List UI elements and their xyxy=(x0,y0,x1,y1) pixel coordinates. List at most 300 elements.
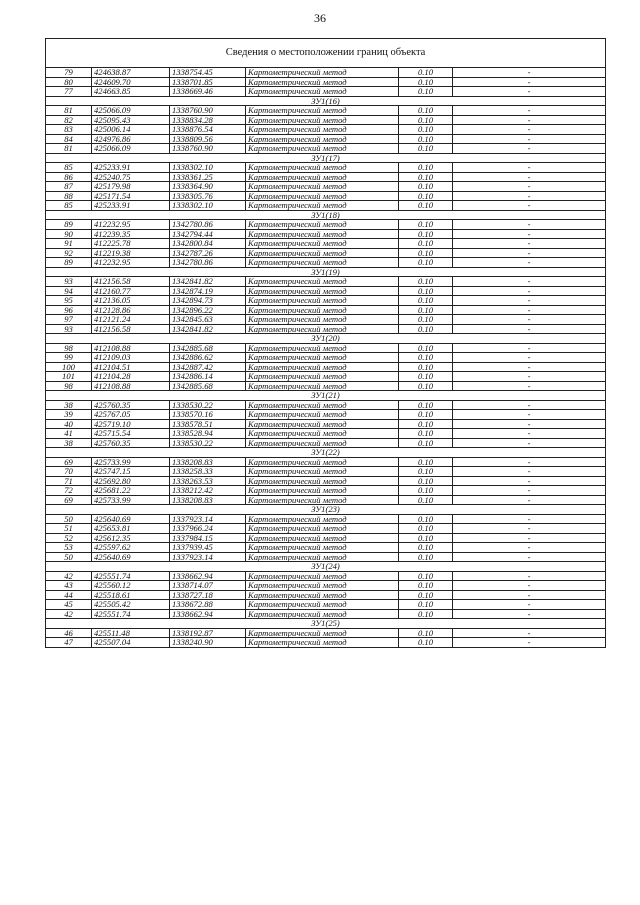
method-cell: Картометрический метод xyxy=(246,106,399,116)
y-coordinate-cell: 1338305.76 xyxy=(170,191,246,201)
note-cell: - xyxy=(453,172,606,182)
note-cell: - xyxy=(453,609,606,619)
x-coordinate-cell: 425551.74 xyxy=(92,571,170,581)
table-row xyxy=(46,239,606,249)
y-coordinate-cell: 1338669.46 xyxy=(170,87,246,97)
table-row xyxy=(46,315,606,325)
x-coordinate-cell: 412136.05 xyxy=(92,296,170,306)
point-number-cell: 89 xyxy=(46,220,92,230)
y-coordinate-cell: 1342886.14 xyxy=(170,372,246,382)
note-cell: - xyxy=(453,486,606,496)
table-row xyxy=(46,182,606,192)
point-number-cell: 41 xyxy=(46,429,92,439)
point-number-cell: 97 xyxy=(46,315,92,325)
note-cell: - xyxy=(453,381,606,391)
point-number-cell: 40 xyxy=(46,419,92,429)
method-cell: Картометрический метод xyxy=(246,381,399,391)
table-row xyxy=(46,220,606,230)
section-header-row xyxy=(46,448,606,458)
precision-cell: 0.10 xyxy=(399,514,453,524)
x-coordinate-cell: 412232.95 xyxy=(92,258,170,268)
x-coordinate-cell: 425511.48 xyxy=(92,628,170,638)
note-cell: - xyxy=(453,600,606,610)
point-number-cell: 45 xyxy=(46,600,92,610)
method-cell: Картометрический метод xyxy=(246,429,399,439)
table-row xyxy=(46,353,606,363)
x-coordinate-cell: 412156.58 xyxy=(92,324,170,334)
point-number-cell: 92 xyxy=(46,248,92,258)
method-cell: Картометрический метод xyxy=(246,68,399,78)
y-coordinate-cell: 1342894.73 xyxy=(170,296,246,306)
section-label: ЗУ1(16) xyxy=(46,96,606,106)
section-header-row xyxy=(46,619,606,629)
method-cell: Картометрический метод xyxy=(246,324,399,334)
table-title: Сведения о местоположении границ объекта xyxy=(46,39,606,68)
point-number-cell: 69 xyxy=(46,457,92,467)
table-row xyxy=(46,419,606,429)
x-coordinate-cell: 425747.15 xyxy=(92,467,170,477)
section-label: ЗУ1(25) xyxy=(46,619,606,629)
table-row xyxy=(46,125,606,135)
method-cell: Картометрический метод xyxy=(246,163,399,173)
y-coordinate-cell: 1342885.68 xyxy=(170,343,246,353)
y-coordinate-cell: 1338258.33 xyxy=(170,467,246,477)
method-cell: Картометрический метод xyxy=(246,628,399,638)
x-coordinate-cell: 412104.28 xyxy=(92,372,170,382)
point-number-cell: 52 xyxy=(46,533,92,543)
point-number-cell: 95 xyxy=(46,296,92,306)
note-cell: - xyxy=(453,277,606,287)
table-row xyxy=(46,163,606,173)
note-cell: - xyxy=(453,68,606,78)
method-cell: Картометрический метод xyxy=(246,533,399,543)
x-coordinate-cell: 412108.88 xyxy=(92,381,170,391)
x-coordinate-cell: 425551.74 xyxy=(92,609,170,619)
precision-cell: 0.10 xyxy=(399,258,453,268)
y-coordinate-cell: 1338240.90 xyxy=(170,638,246,648)
note-cell: - xyxy=(453,106,606,116)
method-cell: Картометрический метод xyxy=(246,571,399,581)
point-number-cell: 101 xyxy=(46,372,92,382)
table-row xyxy=(46,362,606,372)
method-cell: Картометрический метод xyxy=(246,552,399,562)
precision-cell: 0.10 xyxy=(399,581,453,591)
note-cell: - xyxy=(453,258,606,268)
precision-cell: 0.10 xyxy=(399,590,453,600)
x-coordinate-cell: 425507.04 xyxy=(92,638,170,648)
y-coordinate-cell: 1338364.90 xyxy=(170,182,246,192)
note-cell: - xyxy=(453,476,606,486)
section-label: ЗУ1(21) xyxy=(46,391,606,401)
table-row xyxy=(46,305,606,315)
note-cell: - xyxy=(453,239,606,249)
precision-cell: 0.10 xyxy=(399,362,453,372)
x-coordinate-cell: 425733.99 xyxy=(92,495,170,505)
table-row xyxy=(46,68,606,78)
note-cell: - xyxy=(453,429,606,439)
table-row xyxy=(46,514,606,524)
note-cell: - xyxy=(453,125,606,135)
point-number-cell: 93 xyxy=(46,277,92,287)
y-coordinate-cell: 1338578.51 xyxy=(170,419,246,429)
table-row xyxy=(46,609,606,619)
section-header-row xyxy=(46,267,606,277)
table-row xyxy=(46,571,606,581)
table-row xyxy=(46,476,606,486)
method-cell: Картометрический метод xyxy=(246,419,399,429)
note-cell: - xyxy=(453,134,606,144)
precision-cell: 0.10 xyxy=(399,68,453,78)
note-cell: - xyxy=(453,571,606,581)
method-cell: Картометрический метод xyxy=(246,362,399,372)
x-coordinate-cell: 412239.35 xyxy=(92,229,170,239)
method-cell: Картометрический метод xyxy=(246,315,399,325)
table-row xyxy=(46,438,606,448)
note-cell: - xyxy=(453,533,606,543)
table-row xyxy=(46,87,606,97)
point-number-cell: 79 xyxy=(46,68,92,78)
page-number: 36 xyxy=(314,11,326,25)
precision-cell: 0.10 xyxy=(399,609,453,619)
precision-cell: 0.10 xyxy=(399,419,453,429)
method-cell: Картометрический метод xyxy=(246,305,399,315)
point-number-cell: 80 xyxy=(46,77,92,87)
method-cell: Картометрический метод xyxy=(246,476,399,486)
y-coordinate-cell: 1338208.83 xyxy=(170,495,246,505)
note-cell: - xyxy=(453,286,606,296)
table-row xyxy=(46,144,606,154)
y-coordinate-cell: 1338672.88 xyxy=(170,600,246,610)
y-coordinate-cell: 1342780.86 xyxy=(170,220,246,230)
x-coordinate-cell: 412156.58 xyxy=(92,277,170,287)
y-coordinate-cell: 1338302.10 xyxy=(170,163,246,173)
precision-cell: 0.10 xyxy=(399,353,453,363)
point-number-cell: 44 xyxy=(46,590,92,600)
y-coordinate-cell: 1338530.22 xyxy=(170,400,246,410)
precision-cell: 0.10 xyxy=(399,476,453,486)
precision-cell: 0.10 xyxy=(399,277,453,287)
x-coordinate-cell: 425612.35 xyxy=(92,533,170,543)
method-cell: Картометрический метод xyxy=(246,77,399,87)
note-cell: - xyxy=(453,372,606,382)
x-coordinate-cell: 425597.62 xyxy=(92,543,170,553)
section-label: ЗУ1(22) xyxy=(46,448,606,458)
section-label: ЗУ1(23) xyxy=(46,505,606,515)
point-number-cell: 99 xyxy=(46,353,92,363)
y-coordinate-cell: 1342874.19 xyxy=(170,286,246,296)
point-number-cell: 77 xyxy=(46,87,92,97)
method-cell: Картометрический метод xyxy=(246,229,399,239)
y-coordinate-cell: 1342800.84 xyxy=(170,239,246,249)
x-coordinate-cell: 424638.87 xyxy=(92,68,170,78)
x-coordinate-cell: 425066.09 xyxy=(92,106,170,116)
note-cell: - xyxy=(453,315,606,325)
note-cell: - xyxy=(453,77,606,87)
table-row xyxy=(46,524,606,534)
point-number-cell: 38 xyxy=(46,400,92,410)
table-row xyxy=(46,343,606,353)
point-number-cell: 84 xyxy=(46,134,92,144)
y-coordinate-cell: 1338876.54 xyxy=(170,125,246,135)
point-number-cell: 88 xyxy=(46,191,92,201)
method-cell: Картометрический метод xyxy=(246,400,399,410)
y-coordinate-cell: 1338760.90 xyxy=(170,144,246,154)
note-cell: - xyxy=(453,438,606,448)
point-number-cell: 93 xyxy=(46,324,92,334)
note-cell: - xyxy=(453,115,606,125)
table-row xyxy=(46,381,606,391)
x-coordinate-cell: 424663.85 xyxy=(92,87,170,97)
note-cell: - xyxy=(453,495,606,505)
precision-cell: 0.10 xyxy=(399,543,453,553)
x-coordinate-cell: 425719.10 xyxy=(92,419,170,429)
y-coordinate-cell: 1338530.22 xyxy=(170,438,246,448)
note-cell: - xyxy=(453,467,606,477)
point-number-cell: 89 xyxy=(46,258,92,268)
x-coordinate-cell: 424976.86 xyxy=(92,134,170,144)
y-coordinate-cell: 1338570.16 xyxy=(170,410,246,420)
table-row xyxy=(46,134,606,144)
x-coordinate-cell: 425681.22 xyxy=(92,486,170,496)
y-coordinate-cell: 1342841.82 xyxy=(170,277,246,287)
note-cell: - xyxy=(453,362,606,372)
section-label: ЗУ1(18) xyxy=(46,210,606,220)
table-row xyxy=(46,172,606,182)
note-cell: - xyxy=(453,419,606,429)
precision-cell: 0.10 xyxy=(399,134,453,144)
precision-cell: 0.10 xyxy=(399,220,453,230)
y-coordinate-cell: 1338714.07 xyxy=(170,581,246,591)
x-coordinate-cell: 425733.99 xyxy=(92,457,170,467)
table-row xyxy=(46,457,606,467)
x-coordinate-cell: 425760.35 xyxy=(92,438,170,448)
point-number-cell: 82 xyxy=(46,115,92,125)
y-coordinate-cell: 1338834.28 xyxy=(170,115,246,125)
table-row xyxy=(46,581,606,591)
y-coordinate-cell: 1342886.62 xyxy=(170,353,246,363)
note-cell: - xyxy=(453,343,606,353)
precision-cell: 0.10 xyxy=(399,77,453,87)
y-coordinate-cell: 1338192.87 xyxy=(170,628,246,638)
precision-cell: 0.10 xyxy=(399,467,453,477)
precision-cell: 0.10 xyxy=(399,495,453,505)
method-cell: Картометрический метод xyxy=(246,609,399,619)
precision-cell: 0.10 xyxy=(399,438,453,448)
x-coordinate-cell: 412128.86 xyxy=(92,305,170,315)
y-coordinate-cell: 1342885.68 xyxy=(170,381,246,391)
note-cell: - xyxy=(453,144,606,154)
x-coordinate-cell: 425640.69 xyxy=(92,552,170,562)
x-coordinate-cell: 425233.91 xyxy=(92,201,170,211)
y-coordinate-cell: 1338302.10 xyxy=(170,201,246,211)
precision-cell: 0.10 xyxy=(399,315,453,325)
note-cell: - xyxy=(453,590,606,600)
y-coordinate-cell: 1338701.85 xyxy=(170,77,246,87)
precision-cell: 0.10 xyxy=(399,571,453,581)
method-cell: Картометрический метод xyxy=(246,514,399,524)
precision-cell: 0.10 xyxy=(399,286,453,296)
method-cell: Картометрический метод xyxy=(246,486,399,496)
point-number-cell: 98 xyxy=(46,381,92,391)
x-coordinate-cell: 425715.54 xyxy=(92,429,170,439)
point-number-cell: 85 xyxy=(46,163,92,173)
point-number-cell: 86 xyxy=(46,172,92,182)
precision-cell: 0.10 xyxy=(399,305,453,315)
note-cell: - xyxy=(453,201,606,211)
note-cell: - xyxy=(453,182,606,192)
table-row xyxy=(46,258,606,268)
table-row xyxy=(46,552,606,562)
method-cell: Картометрический метод xyxy=(246,172,399,182)
precision-cell: 0.10 xyxy=(399,106,453,116)
method-cell: Картометрический метод xyxy=(246,258,399,268)
precision-cell: 0.10 xyxy=(399,486,453,496)
precision-cell: 0.10 xyxy=(399,524,453,534)
method-cell: Картометрический метод xyxy=(246,353,399,363)
method-cell: Картометрический метод xyxy=(246,277,399,287)
point-number-cell: 91 xyxy=(46,239,92,249)
precision-cell: 0.10 xyxy=(399,628,453,638)
x-coordinate-cell: 425653.81 xyxy=(92,524,170,534)
precision-cell: 0.10 xyxy=(399,201,453,211)
section-label: ЗУ1(19) xyxy=(46,267,606,277)
table-row xyxy=(46,600,606,610)
table-row xyxy=(46,467,606,477)
precision-cell: 0.10 xyxy=(399,381,453,391)
method-cell: Картометрический метод xyxy=(246,296,399,306)
x-coordinate-cell: 412160.77 xyxy=(92,286,170,296)
x-coordinate-cell: 425560.12 xyxy=(92,581,170,591)
table-row xyxy=(46,400,606,410)
precision-cell: 0.10 xyxy=(399,87,453,97)
x-coordinate-cell: 425760.35 xyxy=(92,400,170,410)
x-coordinate-cell: 425640.69 xyxy=(92,514,170,524)
y-coordinate-cell: 1338361.25 xyxy=(170,172,246,182)
x-coordinate-cell: 425066.09 xyxy=(92,144,170,154)
x-coordinate-cell: 412219.38 xyxy=(92,248,170,258)
point-number-cell: 71 xyxy=(46,476,92,486)
table-row xyxy=(46,277,606,287)
table-row xyxy=(46,429,606,439)
note-cell: - xyxy=(453,543,606,553)
table-row xyxy=(46,229,606,239)
point-number-cell: 46 xyxy=(46,628,92,638)
y-coordinate-cell: 1338662.94 xyxy=(170,571,246,581)
note-cell: - xyxy=(453,353,606,363)
table-row xyxy=(46,533,606,543)
precision-cell: 0.10 xyxy=(399,163,453,173)
note-cell: - xyxy=(453,163,606,173)
x-coordinate-cell: 412109.03 xyxy=(92,353,170,363)
table-row xyxy=(46,486,606,496)
x-coordinate-cell: 424609.70 xyxy=(92,77,170,87)
point-number-cell: 42 xyxy=(46,571,92,581)
point-number-cell: 98 xyxy=(46,343,92,353)
method-cell: Картометрический метод xyxy=(246,495,399,505)
method-cell: Картометрический метод xyxy=(246,191,399,201)
point-number-cell: 50 xyxy=(46,514,92,524)
x-coordinate-cell: 425179.98 xyxy=(92,182,170,192)
note-cell: - xyxy=(453,296,606,306)
y-coordinate-cell: 1338809.56 xyxy=(170,134,246,144)
precision-cell: 0.10 xyxy=(399,125,453,135)
x-coordinate-cell: 425233.91 xyxy=(92,163,170,173)
x-coordinate-cell: 425095.43 xyxy=(92,115,170,125)
y-coordinate-cell: 1342896.22 xyxy=(170,305,246,315)
y-coordinate-cell: 1338528.94 xyxy=(170,429,246,439)
method-cell: Картометрический метод xyxy=(246,590,399,600)
point-number-cell: 51 xyxy=(46,524,92,534)
point-number-cell: 87 xyxy=(46,182,92,192)
point-number-cell: 100 xyxy=(46,362,92,372)
y-coordinate-cell: 1337923.14 xyxy=(170,514,246,524)
note-cell: - xyxy=(453,191,606,201)
point-number-cell: 70 xyxy=(46,467,92,477)
precision-cell: 0.10 xyxy=(399,400,453,410)
precision-cell: 0.10 xyxy=(399,239,453,249)
table-row xyxy=(46,115,606,125)
method-cell: Картометрический метод xyxy=(246,239,399,249)
method-cell: Картометрический метод xyxy=(246,248,399,258)
x-coordinate-cell: 412104.51 xyxy=(92,362,170,372)
precision-cell: 0.10 xyxy=(399,296,453,306)
note-cell: - xyxy=(453,220,606,230)
precision-cell: 0.10 xyxy=(399,324,453,334)
precision-cell: 0.10 xyxy=(399,410,453,420)
method-cell: Картометрический метод xyxy=(246,134,399,144)
precision-cell: 0.10 xyxy=(399,229,453,239)
point-number-cell: 53 xyxy=(46,543,92,553)
note-cell: - xyxy=(453,628,606,638)
precision-cell: 0.10 xyxy=(399,372,453,382)
method-cell: Картометрический метод xyxy=(246,125,399,135)
section-header-row xyxy=(46,505,606,515)
precision-cell: 0.10 xyxy=(399,457,453,467)
y-coordinate-cell: 1337984.15 xyxy=(170,533,246,543)
method-cell: Картометрический метод xyxy=(246,410,399,420)
point-number-cell: 39 xyxy=(46,410,92,420)
method-cell: Картометрический метод xyxy=(246,220,399,230)
note-cell: - xyxy=(453,514,606,524)
section-label: ЗУ1(20) xyxy=(46,334,606,344)
method-cell: Картометрический метод xyxy=(246,201,399,211)
precision-cell: 0.10 xyxy=(399,429,453,439)
section-header-row xyxy=(46,562,606,572)
table-row xyxy=(46,410,606,420)
table-body xyxy=(46,39,606,648)
method-cell: Картометрический метод xyxy=(246,581,399,591)
method-cell: Картометрический метод xyxy=(246,467,399,477)
method-cell: Картометрический метод xyxy=(246,524,399,534)
y-coordinate-cell: 1342780.86 xyxy=(170,258,246,268)
section-header-row xyxy=(46,391,606,401)
note-cell: - xyxy=(453,248,606,258)
note-cell: - xyxy=(453,524,606,534)
precision-cell: 0.10 xyxy=(399,172,453,182)
table-row xyxy=(46,324,606,334)
point-number-cell: 50 xyxy=(46,552,92,562)
point-number-cell: 81 xyxy=(46,106,92,116)
method-cell: Картометрический метод xyxy=(246,543,399,553)
y-coordinate-cell: 1342787.26 xyxy=(170,248,246,258)
precision-cell: 0.10 xyxy=(399,248,453,258)
table-row xyxy=(46,77,606,87)
boundary-coordinates-table xyxy=(45,38,606,648)
x-coordinate-cell: 425692.80 xyxy=(92,476,170,486)
y-coordinate-cell: 1338212.42 xyxy=(170,486,246,496)
table-row xyxy=(46,201,606,211)
x-coordinate-cell: 412108.88 xyxy=(92,343,170,353)
